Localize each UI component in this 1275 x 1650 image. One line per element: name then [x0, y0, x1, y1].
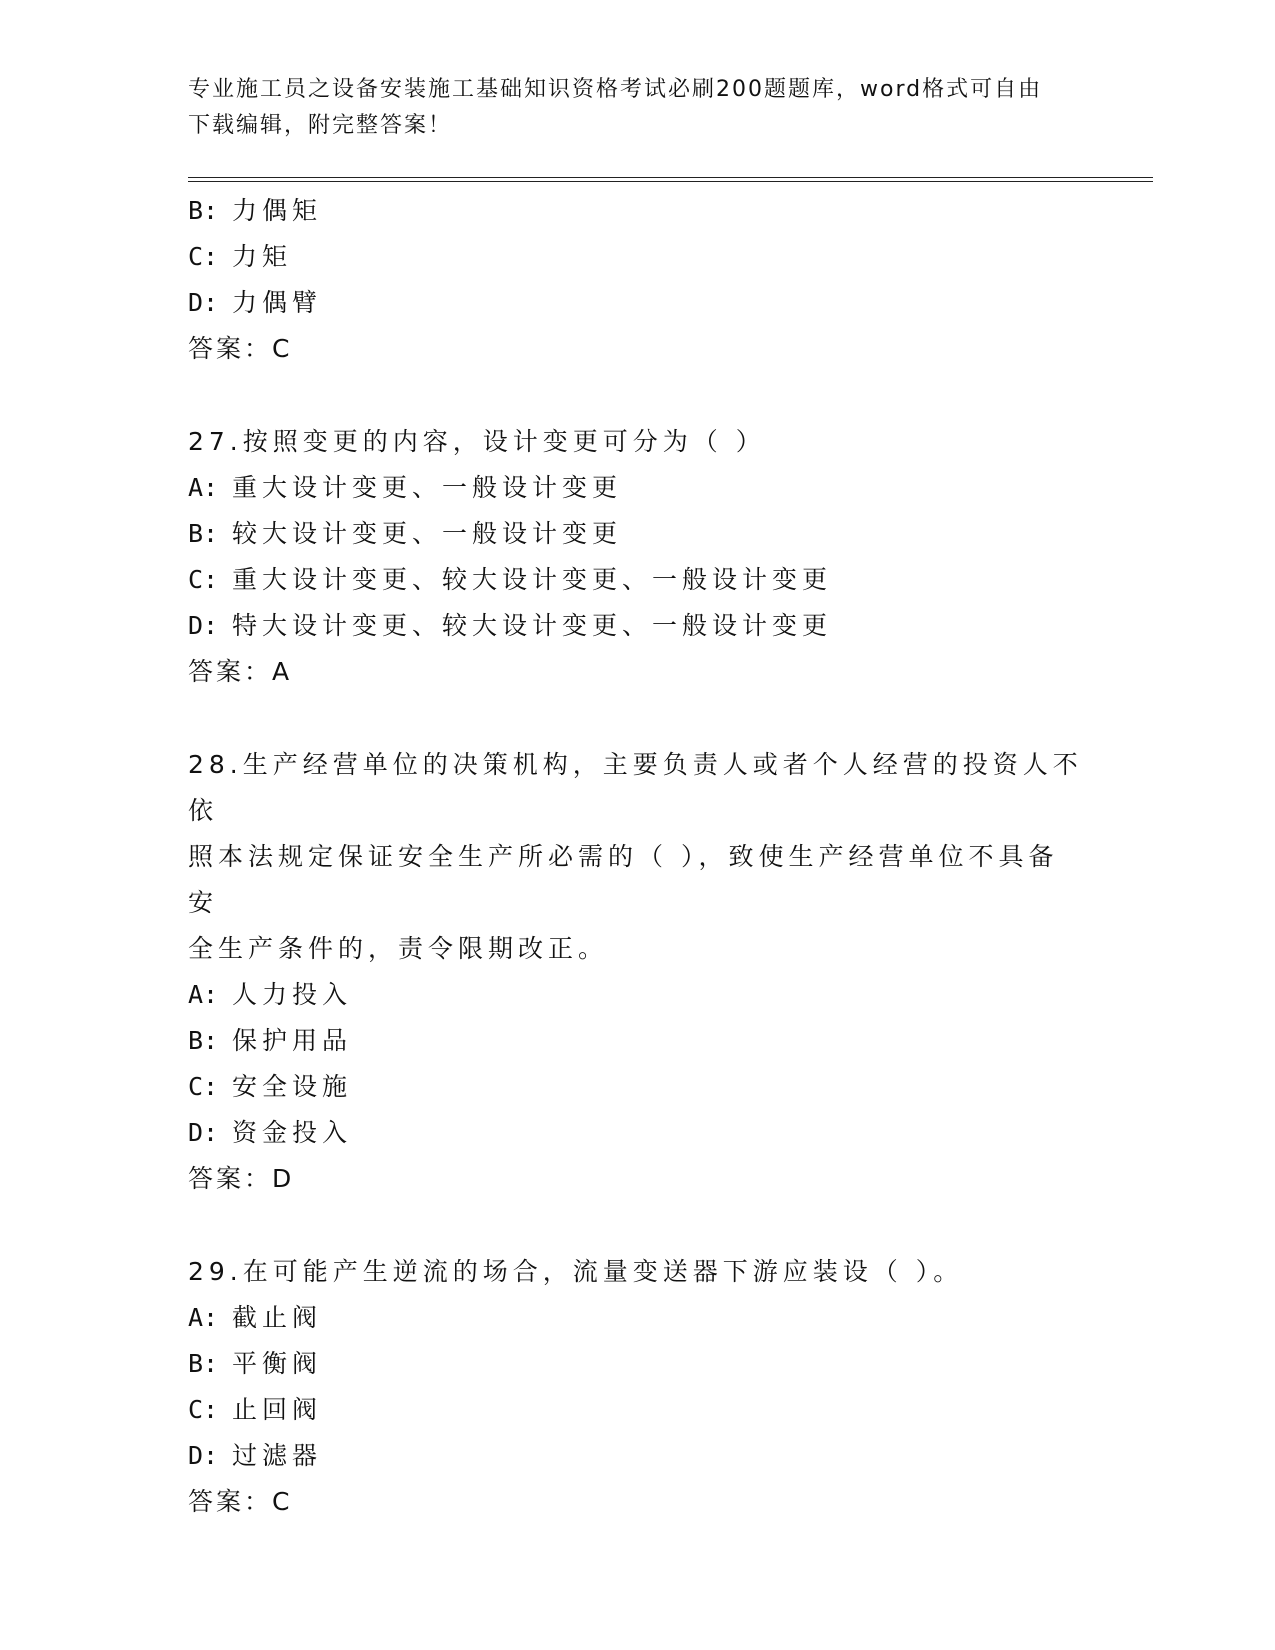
header-line-1: 专业施工员之设备安装施工基础知识资格考试必刷200题题库，word格式可自由 — [188, 77, 1043, 102]
option-text: 保护用品 — [232, 1026, 353, 1055]
option-c — [188, 1387, 1088, 1433]
option-letter: D: — [188, 1118, 219, 1147]
question-26-continued — [188, 188, 1088, 372]
option-text: 人力投入 — [232, 980, 353, 1009]
option-letter: A: — [188, 980, 219, 1009]
question-stem-line: 照本法规定保证安全生产所必需的（ ），致使生产经营单位不具备安 — [188, 842, 1059, 917]
option-letter: C: — [188, 242, 219, 271]
option-text: 重大设计变更、较大设计变更、一般设计变更 — [232, 565, 833, 594]
option-c — [188, 557, 1088, 603]
answer-line: 答案：C — [188, 334, 293, 363]
option-text: 截止阀 — [232, 1303, 323, 1332]
option-letter: A: — [188, 473, 219, 502]
option-text: 力矩 — [232, 242, 293, 271]
document-header — [188, 72, 1068, 144]
answer-line: 答案：D — [188, 1164, 295, 1193]
option-a — [188, 1295, 1088, 1341]
question-stem-line: 28.生产经营单位的决策机构，主要负责人或者个人经营的投资人不依 — [188, 750, 1083, 825]
option-letter: C: — [188, 1072, 219, 1101]
option-text: 力偶臂 — [232, 288, 323, 317]
option-letter: D: — [188, 611, 219, 640]
question-stem — [188, 1249, 1088, 1295]
option-text: 平衡阀 — [232, 1349, 323, 1378]
option-letter: B: — [188, 519, 219, 548]
option-b — [188, 1018, 1088, 1064]
option-b — [188, 188, 1088, 234]
option-text: 力偶矩 — [232, 196, 323, 225]
option-text: 重大设计变更、一般设计变更 — [232, 473, 623, 502]
option-text: 较大设计变更、一般设计变更 — [232, 519, 623, 548]
option-d — [188, 603, 1088, 649]
spacer — [188, 695, 1088, 742]
question-list — [188, 188, 1088, 1525]
option-c — [188, 234, 1088, 280]
option-text: 过滤器 — [232, 1441, 323, 1470]
spacer — [188, 372, 1088, 419]
question-stem-line: 27.按照变更的内容，设计变更可分为（ ） — [188, 427, 766, 456]
option-letter: C: — [188, 1395, 219, 1424]
option-letter: B: — [188, 1026, 219, 1055]
option-letter: A: — [188, 1303, 219, 1332]
question-stem — [188, 742, 1088, 972]
option-letter: D: — [188, 1441, 219, 1470]
question-28 — [188, 742, 1088, 1202]
option-d — [188, 1110, 1088, 1156]
spacer — [188, 1202, 1088, 1249]
question-29 — [188, 1249, 1088, 1525]
option-d — [188, 280, 1088, 326]
option-letter: B: — [188, 1349, 219, 1378]
answer-line: 答案：C — [188, 1487, 293, 1516]
question-27 — [188, 419, 1088, 695]
option-letter: C: — [188, 565, 219, 594]
question-stem-line: 29.在可能产生逆流的场合，流量变送器下游应装设（ ）。 — [188, 1257, 964, 1286]
header-divider — [188, 177, 1153, 182]
option-b — [188, 511, 1088, 557]
option-letter: B: — [188, 196, 219, 225]
option-text: 安全设施 — [232, 1072, 353, 1101]
question-stem — [188, 419, 1088, 465]
option-text: 特大设计变更、较大设计变更、一般设计变更 — [232, 611, 833, 640]
option-a — [188, 972, 1088, 1018]
option-letter: D: — [188, 288, 219, 317]
option-b — [188, 1341, 1088, 1387]
header-line-2: 下载编辑，附完整答案！ — [188, 113, 453, 138]
option-text: 止回阀 — [232, 1395, 323, 1424]
option-d — [188, 1433, 1088, 1479]
option-text: 资金投入 — [232, 1118, 353, 1147]
question-stem-line: 全生产条件的，责令限期改正。 — [188, 934, 609, 963]
answer-line: 答案：A — [188, 657, 293, 686]
option-c — [188, 1064, 1088, 1110]
option-a — [188, 465, 1088, 511]
